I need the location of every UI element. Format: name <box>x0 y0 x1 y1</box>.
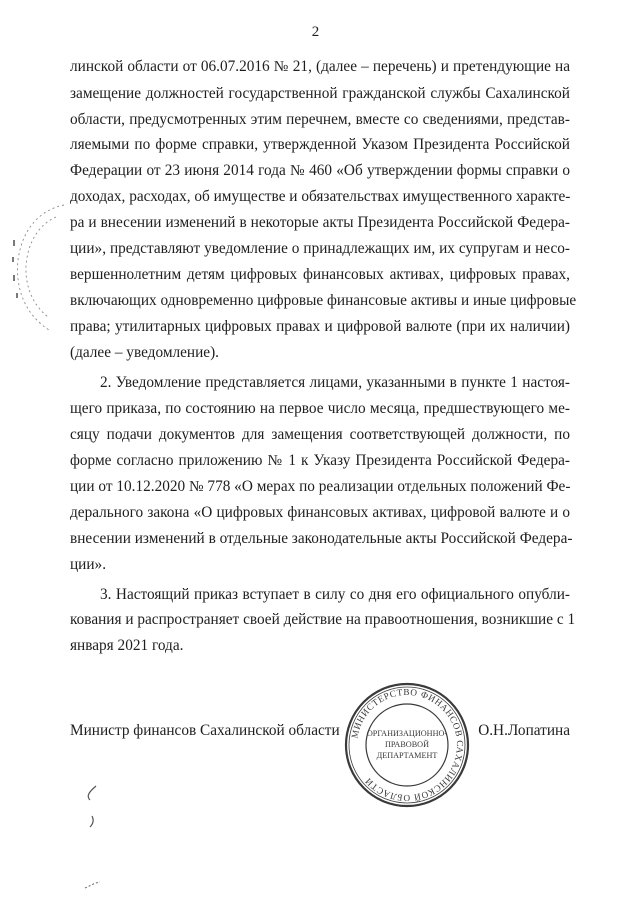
paragraph-line: линской области от 06.07.2016 № 21, (далее – перечень) и претендующие на <box>70 58 570 75</box>
paragraph-line: внесении изменений в отдельные законодательные акты Российской Федера- <box>70 530 573 547</box>
paragraph-line: сяцу подачи документов для замещения соответствующей должности, по <box>70 426 570 443</box>
paragraph-line: (далее – уведомление). <box>70 344 220 361</box>
paragraph-line: 2. Уведомление представляется лицами, указанными в пункте 1 настоя- <box>100 374 570 391</box>
stamp-center-line: ПРАВОВОЙ <box>385 740 429 749</box>
handwritten-mark <box>82 878 106 892</box>
paragraph-line: ции от 10.12.2020 № 778 «О мерах по реализации отдельных положений Фе- <box>70 478 571 495</box>
paragraph-line: ции», представляют уведомление о принадлежащих им, их супругам и несо- <box>70 240 570 257</box>
paragraph-line: доходах, расходах, об имуществе и обязательствах имущественного характе- <box>70 188 571 205</box>
signature-name: О.Н.Лопатина <box>478 722 570 739</box>
stamp-center-line: ДЕПАРТАМЕНТ <box>376 751 438 760</box>
paragraph-line: января 2021 года. <box>70 637 184 654</box>
paragraph-line: замещение должностей государственной гражданской службы Сахалинской <box>70 85 570 102</box>
stamp-ring-text: МИНИСТЕРСТВО ФИНАНСОВ САХАЛИНСКОЙ ОБЛАСТИ <box>349 686 466 804</box>
official-stamp <box>342 680 472 810</box>
paragraph-line: 3. Настоящий приказ вступает в силу со дня его официального опубли- <box>100 586 570 603</box>
paragraph-line: права; утилитарных цифровых правах и цифровой валюте (при их наличии) <box>70 318 570 335</box>
paragraph-line: ра и внесении изменений в некоторые акты Президента Российской Федера- <box>70 214 570 231</box>
stamp-center-line: ОРГАНИЗАЦИОННО- <box>366 729 448 738</box>
paragraph-line: вершеннолетним детям цифровых финансовых активах, цифровых правах, <box>70 266 570 283</box>
paragraph-line: включающих одновременно цифровые финансовые активы и иные цифровые <box>70 292 577 309</box>
paragraph-line: области, предусмотренных этим перечнем, вместе со сведениями, представ- <box>70 111 570 128</box>
paragraph-line: ляемыми по форме справки, утвержденной Указом Президента Российской <box>70 136 570 153</box>
paragraph-line: ции». <box>70 556 107 573</box>
signature-block <box>70 722 570 746</box>
paragraph-line: форме согласно приложению № 1 к Указу Президента Российской Федера- <box>70 452 570 469</box>
paragraph-line: дерального закона «О цифровых финансовых активах, цифровой валюте и о <box>70 504 570 521</box>
paragraph-line: кования и распространяет своей действие на правоотношения, возникшие с 1 <box>70 611 576 628</box>
handwritten-mark <box>80 782 110 830</box>
margin-seal-mark <box>4 195 70 340</box>
paragraph-line: щего приказа, по состоянию на первое число месяца, предшествующего ме- <box>70 400 570 417</box>
signature-title: Министр финансов Сахалинской области <box>70 722 340 739</box>
page-number: 2 <box>311 24 320 40</box>
paragraph-line: Федерации от 23 июня 2014 года № 460 «Об утверждении формы справки о <box>70 162 570 179</box>
